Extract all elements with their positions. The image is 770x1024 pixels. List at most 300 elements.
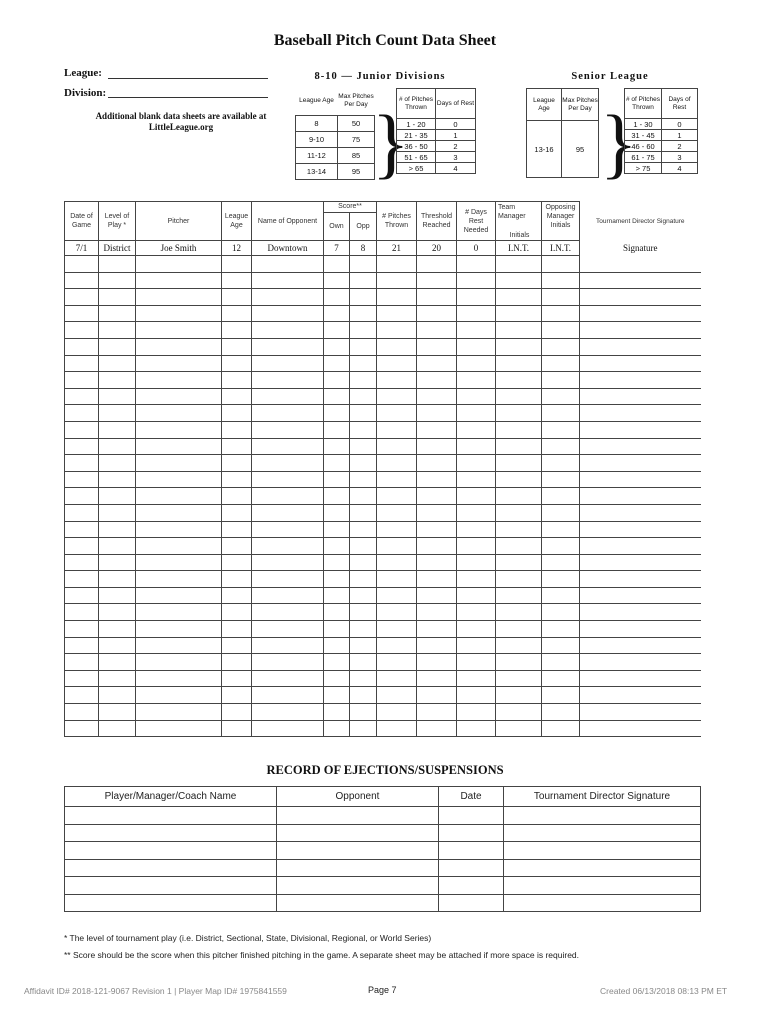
- log-cell[interactable]: [252, 256, 324, 273]
- log-cell[interactable]: [324, 322, 350, 339]
- log-cell[interactable]: [99, 687, 136, 704]
- log-cell[interactable]: [377, 421, 417, 438]
- log-cell[interactable]: [136, 538, 222, 555]
- log-cell[interactable]: [222, 471, 252, 488]
- log-cell[interactable]: [350, 322, 377, 339]
- log-cell[interactable]: [136, 338, 222, 355]
- log-signature-cell[interactable]: [580, 538, 701, 555]
- log-cell[interactable]: [65, 720, 99, 737]
- log-cell[interactable]: [99, 256, 136, 273]
- ejection-cell[interactable]: [65, 807, 277, 825]
- log-cell[interactable]: [542, 654, 580, 671]
- log-cell[interactable]: [99, 538, 136, 555]
- log-cell[interactable]: [350, 654, 377, 671]
- log-cell[interactable]: [377, 405, 417, 422]
- log-cell[interactable]: [252, 538, 324, 555]
- log-cell[interactable]: [136, 372, 222, 389]
- log-cell[interactable]: [496, 587, 542, 604]
- log-cell[interactable]: [136, 438, 222, 455]
- log-cell[interactable]: [417, 654, 457, 671]
- log-cell[interactable]: [99, 455, 136, 472]
- log-cell[interactable]: [417, 355, 457, 372]
- log-signature-cell[interactable]: [580, 338, 701, 355]
- log-cell[interactable]: [350, 471, 377, 488]
- log-cell[interactable]: [324, 272, 350, 289]
- log-cell[interactable]: [496, 455, 542, 472]
- log-cell[interactable]: [222, 305, 252, 322]
- log-cell[interactable]: [222, 322, 252, 339]
- log-cell[interactable]: [252, 355, 324, 372]
- log-signature-cell[interactable]: [580, 621, 701, 638]
- log-cell[interactable]: [222, 338, 252, 355]
- log-cell[interactable]: [65, 637, 99, 654]
- log-cell[interactable]: [324, 571, 350, 588]
- log-cell[interactable]: [496, 471, 542, 488]
- log-cell[interactable]: [417, 289, 457, 306]
- log-cell[interactable]: [457, 256, 496, 273]
- log-cell[interactable]: [136, 704, 222, 721]
- log-cell[interactable]: [457, 471, 496, 488]
- log-cell[interactable]: [222, 405, 252, 422]
- log-cell[interactable]: [99, 571, 136, 588]
- log-cell[interactable]: [136, 455, 222, 472]
- log-cell[interactable]: [136, 554, 222, 571]
- log-cell[interactable]: [496, 571, 542, 588]
- log-cell[interactable]: [457, 272, 496, 289]
- ejection-cell[interactable]: [439, 824, 504, 842]
- ejection-cell[interactable]: [277, 824, 439, 842]
- log-cell[interactable]: [457, 372, 496, 389]
- log-cell[interactable]: [377, 687, 417, 704]
- log-cell[interactable]: [99, 372, 136, 389]
- log-cell[interactable]: [136, 256, 222, 273]
- log-cell[interactable]: [350, 670, 377, 687]
- log-cell[interactable]: [65, 504, 99, 521]
- log-signature-cell[interactable]: [580, 571, 701, 588]
- log-cell[interactable]: [377, 554, 417, 571]
- log-cell[interactable]: [350, 305, 377, 322]
- log-cell[interactable]: [65, 604, 99, 621]
- log-cell[interactable]: [65, 272, 99, 289]
- log-cell[interactable]: [324, 554, 350, 571]
- log-cell[interactable]: [324, 455, 350, 472]
- log-cell[interactable]: [65, 538, 99, 555]
- log-cell[interactable]: [496, 322, 542, 339]
- log-cell[interactable]: [417, 670, 457, 687]
- log-cell[interactable]: [222, 455, 252, 472]
- log-cell[interactable]: [496, 272, 542, 289]
- log-cell[interactable]: [542, 355, 580, 372]
- log-cell[interactable]: [496, 538, 542, 555]
- log-cell[interactable]: [350, 438, 377, 455]
- log-cell[interactable]: [252, 471, 324, 488]
- log-signature-cell[interactable]: [580, 455, 701, 472]
- log-cell[interactable]: [324, 355, 350, 372]
- log-cell[interactable]: [350, 521, 377, 538]
- log-cell[interactable]: [324, 621, 350, 638]
- log-cell[interactable]: [65, 471, 99, 488]
- log-cell[interactable]: [65, 305, 99, 322]
- log-cell[interactable]: [457, 538, 496, 555]
- log-signature-cell[interactable]: [580, 587, 701, 604]
- log-cell[interactable]: [136, 322, 222, 339]
- log-cell[interactable]: [99, 521, 136, 538]
- log-cell[interactable]: [542, 471, 580, 488]
- log-cell[interactable]: [457, 455, 496, 472]
- log-cell[interactable]: [542, 405, 580, 422]
- log-cell[interactable]: [542, 704, 580, 721]
- log-cell[interactable]: [457, 521, 496, 538]
- ejection-cell[interactable]: [277, 894, 439, 912]
- log-cell[interactable]: [99, 670, 136, 687]
- log-cell[interactable]: [252, 670, 324, 687]
- log-cell[interactable]: [324, 670, 350, 687]
- ejection-cell[interactable]: [504, 807, 701, 825]
- log-cell[interactable]: [417, 421, 457, 438]
- log-cell[interactable]: [496, 405, 542, 422]
- log-cell[interactable]: [252, 687, 324, 704]
- log-cell[interactable]: [65, 687, 99, 704]
- log-cell[interactable]: [496, 504, 542, 521]
- log-cell[interactable]: [136, 587, 222, 604]
- log-cell[interactable]: [136, 305, 222, 322]
- log-cell[interactable]: [350, 488, 377, 505]
- log-cell[interactable]: [99, 654, 136, 671]
- log-cell[interactable]: [222, 538, 252, 555]
- log-cell[interactable]: [377, 654, 417, 671]
- log-cell[interactable]: [324, 504, 350, 521]
- ejection-cell[interactable]: [439, 859, 504, 877]
- log-cell[interactable]: [457, 488, 496, 505]
- log-cell[interactable]: [417, 372, 457, 389]
- log-signature-cell[interactable]: [580, 554, 701, 571]
- log-cell[interactable]: [252, 488, 324, 505]
- log-cell[interactable]: [252, 305, 324, 322]
- ejection-cell[interactable]: [65, 859, 277, 877]
- log-cell[interactable]: [377, 720, 417, 737]
- log-cell[interactable]: [65, 670, 99, 687]
- log-cell[interactable]: [350, 587, 377, 604]
- log-cell[interactable]: [417, 604, 457, 621]
- log-cell[interactable]: [350, 504, 377, 521]
- log-cell[interactable]: [350, 704, 377, 721]
- ejection-cell[interactable]: [504, 842, 701, 860]
- ejection-cell[interactable]: [65, 877, 277, 895]
- log-cell[interactable]: [99, 405, 136, 422]
- log-signature-cell[interactable]: [580, 521, 701, 538]
- log-cell[interactable]: [252, 587, 324, 604]
- division-field[interactable]: [108, 97, 268, 98]
- log-cell[interactable]: [350, 455, 377, 472]
- log-cell[interactable]: [65, 554, 99, 571]
- log-cell[interactable]: [542, 322, 580, 339]
- log-cell[interactable]: [324, 421, 350, 438]
- log-cell[interactable]: [222, 637, 252, 654]
- log-cell[interactable]: [457, 687, 496, 704]
- log-cell[interactable]: [542, 372, 580, 389]
- log-cell[interactable]: [136, 654, 222, 671]
- log-cell[interactable]: [542, 256, 580, 273]
- log-cell[interactable]: [65, 438, 99, 455]
- log-cell[interactable]: [542, 587, 580, 604]
- log-cell[interactable]: [496, 305, 542, 322]
- log-cell[interactable]: [324, 704, 350, 721]
- log-cell[interactable]: [222, 687, 252, 704]
- log-cell[interactable]: [136, 687, 222, 704]
- log-cell[interactable]: [542, 637, 580, 654]
- log-cell[interactable]: [496, 720, 542, 737]
- log-signature-cell[interactable]: [580, 604, 701, 621]
- log-cell[interactable]: [457, 322, 496, 339]
- log-cell[interactable]: [457, 637, 496, 654]
- log-cell[interactable]: [417, 405, 457, 422]
- ejection-cell[interactable]: [65, 894, 277, 912]
- log-cell[interactable]: [496, 289, 542, 306]
- ejection-cell[interactable]: [504, 859, 701, 877]
- log-cell[interactable]: [350, 720, 377, 737]
- log-cell[interactable]: [324, 538, 350, 555]
- log-cell[interactable]: [417, 587, 457, 604]
- log-cell[interactable]: [542, 670, 580, 687]
- log-cell[interactable]: [496, 388, 542, 405]
- log-cell[interactable]: [324, 604, 350, 621]
- log-cell[interactable]: [417, 571, 457, 588]
- log-cell[interactable]: [377, 305, 417, 322]
- log-cell[interactable]: [377, 538, 417, 555]
- log-cell[interactable]: [99, 322, 136, 339]
- log-cell[interactable]: [496, 704, 542, 721]
- log-cell[interactable]: [65, 388, 99, 405]
- log-cell[interactable]: [417, 305, 457, 322]
- log-cell[interactable]: [457, 438, 496, 455]
- log-cell[interactable]: [324, 256, 350, 273]
- log-cell[interactable]: [417, 704, 457, 721]
- log-cell[interactable]: [417, 504, 457, 521]
- log-cell[interactable]: [457, 554, 496, 571]
- ejection-cell[interactable]: [277, 807, 439, 825]
- log-cell[interactable]: [324, 305, 350, 322]
- log-cell[interactable]: [496, 621, 542, 638]
- log-cell[interactable]: [65, 488, 99, 505]
- log-cell[interactable]: [457, 654, 496, 671]
- log-signature-cell[interactable]: [580, 687, 701, 704]
- log-cell[interactable]: [136, 720, 222, 737]
- league-field[interactable]: [108, 78, 268, 79]
- log-cell[interactable]: [99, 637, 136, 654]
- log-cell[interactable]: [324, 388, 350, 405]
- log-cell[interactable]: [542, 455, 580, 472]
- log-cell[interactable]: [417, 471, 457, 488]
- log-cell[interactable]: [457, 421, 496, 438]
- log-cell[interactable]: [222, 720, 252, 737]
- log-cell[interactable]: [417, 621, 457, 638]
- log-cell[interactable]: [222, 554, 252, 571]
- log-cell[interactable]: [377, 637, 417, 654]
- log-cell[interactable]: [377, 272, 417, 289]
- log-cell[interactable]: [252, 405, 324, 422]
- log-cell[interactable]: [417, 322, 457, 339]
- log-cell[interactable]: [99, 504, 136, 521]
- log-cell[interactable]: [252, 421, 324, 438]
- log-cell[interactable]: [136, 621, 222, 638]
- log-cell[interactable]: [324, 488, 350, 505]
- log-cell[interactable]: [252, 388, 324, 405]
- log-cell[interactable]: [136, 670, 222, 687]
- log-cell[interactable]: [99, 720, 136, 737]
- log-cell[interactable]: [324, 654, 350, 671]
- log-cell[interactable]: [222, 256, 252, 273]
- log-cell[interactable]: [377, 455, 417, 472]
- log-cell[interactable]: [65, 521, 99, 538]
- log-cell[interactable]: [252, 604, 324, 621]
- log-cell[interactable]: [324, 720, 350, 737]
- log-signature-cell[interactable]: [580, 704, 701, 721]
- log-cell[interactable]: [417, 256, 457, 273]
- log-cell[interactable]: [350, 388, 377, 405]
- log-signature-cell[interactable]: [580, 289, 701, 306]
- log-cell[interactable]: [457, 338, 496, 355]
- log-cell[interactable]: [350, 538, 377, 555]
- log-cell[interactable]: [252, 504, 324, 521]
- log-signature-cell[interactable]: [580, 471, 701, 488]
- log-cell[interactable]: [417, 455, 457, 472]
- log-cell[interactable]: [377, 488, 417, 505]
- log-cell[interactable]: [542, 438, 580, 455]
- log-cell[interactable]: [542, 538, 580, 555]
- log-cell[interactable]: [252, 720, 324, 737]
- log-cell[interactable]: [350, 421, 377, 438]
- ejection-cell[interactable]: [504, 824, 701, 842]
- log-cell[interactable]: [99, 587, 136, 604]
- log-cell[interactable]: [542, 521, 580, 538]
- log-cell[interactable]: [65, 355, 99, 372]
- log-cell[interactable]: [324, 338, 350, 355]
- log-cell[interactable]: [99, 338, 136, 355]
- log-cell[interactable]: [136, 289, 222, 306]
- log-signature-cell[interactable]: [580, 637, 701, 654]
- log-cell[interactable]: [457, 305, 496, 322]
- log-cell[interactable]: [350, 405, 377, 422]
- ejection-cell[interactable]: [439, 842, 504, 860]
- log-signature-cell[interactable]: [580, 372, 701, 389]
- log-signature-cell[interactable]: [580, 355, 701, 372]
- log-cell[interactable]: [136, 504, 222, 521]
- log-cell[interactable]: [324, 687, 350, 704]
- log-cell[interactable]: [496, 654, 542, 671]
- log-cell[interactable]: [136, 604, 222, 621]
- log-cell[interactable]: [350, 355, 377, 372]
- log-cell[interactable]: [496, 421, 542, 438]
- log-cell[interactable]: [65, 338, 99, 355]
- log-cell[interactable]: [417, 388, 457, 405]
- log-cell[interactable]: [99, 355, 136, 372]
- log-cell[interactable]: [377, 471, 417, 488]
- log-cell[interactable]: [136, 388, 222, 405]
- log-cell[interactable]: [252, 571, 324, 588]
- log-cell[interactable]: [350, 289, 377, 306]
- ejection-cell[interactable]: [439, 807, 504, 825]
- ejection-cell[interactable]: [277, 842, 439, 860]
- log-cell[interactable]: [542, 305, 580, 322]
- log-signature-cell[interactable]: [580, 305, 701, 322]
- log-cell[interactable]: [417, 554, 457, 571]
- log-cell[interactable]: [99, 289, 136, 306]
- log-cell[interactable]: [222, 421, 252, 438]
- ejection-cell[interactable]: [439, 894, 504, 912]
- log-signature-cell[interactable]: [580, 488, 701, 505]
- log-cell[interactable]: [457, 571, 496, 588]
- log-cell[interactable]: [252, 455, 324, 472]
- log-cell[interactable]: [542, 338, 580, 355]
- log-cell[interactable]: [417, 488, 457, 505]
- log-signature-cell[interactable]: [580, 421, 701, 438]
- log-cell[interactable]: [377, 388, 417, 405]
- log-cell[interactable]: [252, 338, 324, 355]
- log-cell[interactable]: [457, 388, 496, 405]
- log-cell[interactable]: [350, 604, 377, 621]
- log-cell[interactable]: [350, 687, 377, 704]
- log-cell[interactable]: [417, 687, 457, 704]
- log-signature-cell[interactable]: [580, 405, 701, 422]
- log-cell[interactable]: [542, 604, 580, 621]
- log-cell[interactable]: [136, 355, 222, 372]
- log-cell[interactable]: [99, 438, 136, 455]
- log-cell[interactable]: [542, 621, 580, 638]
- log-cell[interactable]: [252, 289, 324, 306]
- log-cell[interactable]: [457, 355, 496, 372]
- log-cell[interactable]: [542, 272, 580, 289]
- log-cell[interactable]: [496, 256, 542, 273]
- log-cell[interactable]: [377, 704, 417, 721]
- log-cell[interactable]: [496, 338, 542, 355]
- log-signature-cell[interactable]: [580, 670, 701, 687]
- log-cell[interactable]: [99, 471, 136, 488]
- log-cell[interactable]: [417, 438, 457, 455]
- log-cell[interactable]: [417, 538, 457, 555]
- log-cell[interactable]: [65, 621, 99, 638]
- log-cell[interactable]: [417, 637, 457, 654]
- log-cell[interactable]: [99, 704, 136, 721]
- ejection-cell[interactable]: [439, 877, 504, 895]
- log-cell[interactable]: [496, 687, 542, 704]
- log-cell[interactable]: [496, 438, 542, 455]
- log-cell[interactable]: [222, 621, 252, 638]
- log-cell[interactable]: [496, 488, 542, 505]
- log-cell[interactable]: [222, 670, 252, 687]
- log-cell[interactable]: [324, 289, 350, 306]
- log-cell[interactable]: [65, 587, 99, 604]
- log-cell[interactable]: [252, 621, 324, 638]
- log-cell[interactable]: [457, 621, 496, 638]
- log-cell[interactable]: [457, 504, 496, 521]
- log-cell[interactable]: [99, 388, 136, 405]
- log-cell[interactable]: [99, 272, 136, 289]
- log-cell[interactable]: [350, 272, 377, 289]
- log-cell[interactable]: [377, 372, 417, 389]
- log-signature-cell[interactable]: [580, 388, 701, 405]
- log-cell[interactable]: [222, 654, 252, 671]
- log-cell[interactable]: [542, 488, 580, 505]
- log-cell[interactable]: [324, 637, 350, 654]
- log-cell[interactable]: [496, 521, 542, 538]
- log-cell[interactable]: [457, 670, 496, 687]
- log-cell[interactable]: [542, 554, 580, 571]
- log-signature-cell[interactable]: [580, 322, 701, 339]
- log-cell[interactable]: [222, 704, 252, 721]
- log-signature-cell[interactable]: [580, 256, 701, 273]
- log-cell[interactable]: [417, 338, 457, 355]
- log-cell[interactable]: [542, 504, 580, 521]
